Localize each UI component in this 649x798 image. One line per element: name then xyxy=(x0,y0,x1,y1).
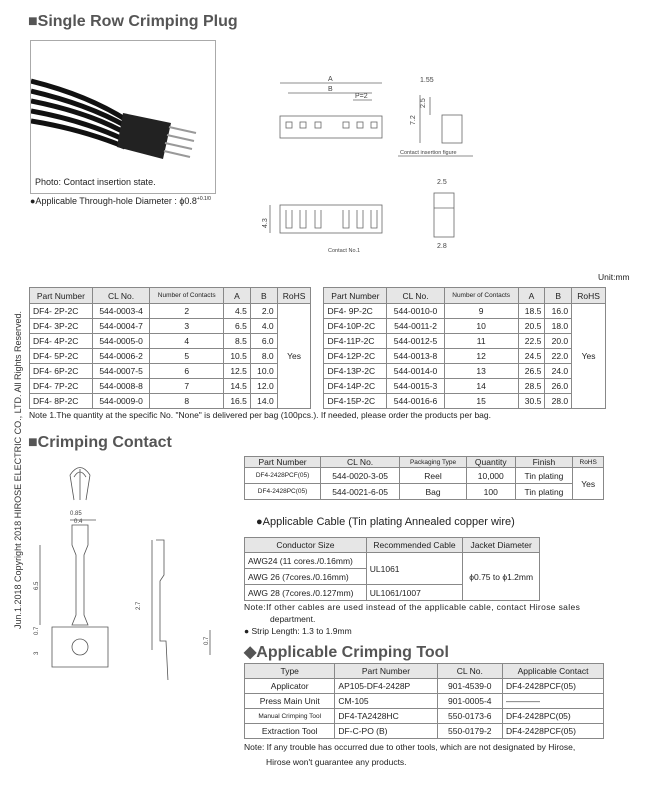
dim-28: 2.8 xyxy=(437,243,447,250)
cell: 901-0005-4 xyxy=(437,694,502,709)
table-row xyxy=(245,484,604,500)
col-cable: Recommended Cable xyxy=(366,538,463,553)
cell: 544-0007-5 xyxy=(92,364,149,379)
cell: 24.0 xyxy=(545,364,572,379)
dim-07: 0.7 xyxy=(34,626,40,635)
cell: 10.0 xyxy=(250,364,277,379)
cell: 14.5 xyxy=(224,379,251,394)
cell: AWG 28 (7cores./0.127mm) xyxy=(245,585,367,601)
cell: 544-0015-3 xyxy=(387,379,444,394)
cell: 26.5 xyxy=(518,364,545,379)
dim-65: 6.5 xyxy=(34,581,40,590)
cell: DF4-2428PCF(05) xyxy=(245,468,321,484)
dim-pitch: P=2 xyxy=(355,93,368,100)
header-cell: RoHS xyxy=(572,288,606,304)
cell: 544-0006-2 xyxy=(92,349,149,364)
cell: 544-0016-6 xyxy=(387,394,444,409)
cell: 4.5 xyxy=(224,304,251,319)
cell: 10 xyxy=(444,319,518,334)
cell: 18.0 xyxy=(545,319,572,334)
col-part-number: Part Number xyxy=(245,457,321,468)
col-quantity: Quantity xyxy=(466,457,515,468)
cell: DF4-2428PC(05) xyxy=(245,484,321,500)
header-cell: CL No. xyxy=(437,664,502,679)
cell: 11 xyxy=(444,334,518,349)
cell: DF4-10P-2C xyxy=(324,319,387,334)
cell: Reel xyxy=(400,468,467,484)
cell: 544-0009-0 xyxy=(92,394,149,409)
dim-72: 7.2 xyxy=(410,115,417,125)
cell: 6.0 xyxy=(250,334,277,349)
cell: 13 xyxy=(444,364,518,379)
cell: 7 xyxy=(150,379,224,394)
dim-a: A xyxy=(328,76,333,83)
cell: 26.0 xyxy=(545,379,572,394)
cell: Press Main Unit xyxy=(245,694,335,709)
header-cell: B xyxy=(545,288,572,304)
cell: DF4- 3P-2C xyxy=(30,319,93,334)
cell: 550-0173-6 xyxy=(437,709,502,724)
dim-04: 0.4 xyxy=(74,519,83,525)
cell: Manual Crimping Tool xyxy=(245,709,335,724)
cell: 12.0 xyxy=(250,379,277,394)
plug-note: Note 1.The quantity at the specific No. "None" is delivered per bag (100pcs.). If needed, please order the products per bag. xyxy=(29,410,492,420)
dim-25b: 2.5 xyxy=(437,179,447,186)
cell: DF4- 2P-2C xyxy=(30,304,93,319)
cell: 22.5 xyxy=(518,334,545,349)
insertion-figure-label: Contact insertion figure xyxy=(400,150,457,156)
cell: DF4-14P-2C xyxy=(324,379,387,394)
copyright-side-text: Jun.1.2018 Copyright 2018 HIROSE ELECTRIC CO., LTD. All Rights Reserved. xyxy=(13,311,23,629)
cell: 901-4539-0 xyxy=(437,679,502,694)
cell: 4.0 xyxy=(250,319,277,334)
header-cell: Part Number xyxy=(30,288,93,304)
col-cl-no: CL No. xyxy=(321,457,400,468)
cell: DF4-2428PC(05) xyxy=(503,709,604,724)
cell: DF4-2428PCF(05) xyxy=(503,724,604,739)
table-row xyxy=(245,724,604,739)
cable-table xyxy=(244,537,540,601)
cell: 100 xyxy=(466,484,515,500)
cell: DF-C-PO (B) xyxy=(335,724,437,739)
col-conductor: Conductor Size xyxy=(245,538,367,553)
table-row xyxy=(245,679,604,694)
cell: ϕ0.75 to ϕ1.2mm xyxy=(463,553,540,601)
col-jacket: Jacket Diameter xyxy=(463,538,540,553)
tolerance: +0.1/0 xyxy=(196,196,211,202)
through-hole-diameter xyxy=(30,196,211,206)
cell: Bag xyxy=(400,484,467,500)
cell: 544-0020-3-05 xyxy=(321,468,400,484)
cell: DF4-11P-2C xyxy=(324,334,387,349)
header-cell: A xyxy=(224,288,251,304)
cell: 6.5 xyxy=(224,319,251,334)
cell: UL1061/1007 xyxy=(366,585,463,601)
cell: DF4-13P-2C xyxy=(324,364,387,379)
cell: 10,000 xyxy=(466,468,515,484)
header-cell: Type xyxy=(245,664,335,679)
cell: 6 xyxy=(150,364,224,379)
cell: 544-0021-6-05 xyxy=(321,484,400,500)
cell: 18.5 xyxy=(518,304,545,319)
header-cell: CL No. xyxy=(387,288,444,304)
contact-no1-label: Contact No.1 xyxy=(328,248,361,254)
cell: 28.0 xyxy=(545,394,572,409)
header-cell: A xyxy=(518,288,545,304)
cell: 12 xyxy=(444,349,518,364)
cell: DF4- 8P-2C xyxy=(30,394,93,409)
cell: UL1061 xyxy=(366,553,463,585)
dim-b: B xyxy=(328,86,333,93)
cell: 8.0 xyxy=(250,349,277,364)
cell: DF4- 5P-2C xyxy=(30,349,93,364)
product-photo xyxy=(30,40,216,194)
cell: 16.0 xyxy=(545,304,572,319)
cell: 12.5 xyxy=(224,364,251,379)
cell: 544-0013-8 xyxy=(387,349,444,364)
dim-085: 0.85 xyxy=(70,511,82,517)
cell: 4 xyxy=(150,334,224,349)
cell: 550-0179-2 xyxy=(437,724,502,739)
cell: 14 xyxy=(444,379,518,394)
col-finish: Finish xyxy=(515,457,573,468)
plug-part-table xyxy=(29,287,606,409)
cable-note-cont: department. xyxy=(270,614,316,624)
cable-note: Note:If other cables are used instead of the applicable cable, contact Hirose sales xyxy=(244,602,581,612)
strip-length: ● Strip Length: 1.3 to 1.9mm xyxy=(244,626,352,636)
header-cell: Number of Contacts xyxy=(150,288,224,304)
col-packaging: Packaging Type xyxy=(400,457,467,468)
cell: Applicator xyxy=(245,679,335,694)
cell: 544-0010-0 xyxy=(387,304,444,319)
through-hole-text: ●Applicable Through-hole Diameter : ϕ0.8 xyxy=(30,196,197,206)
section-title-contact: ■Crimping Contact xyxy=(28,434,172,451)
cell: Tin plating xyxy=(515,484,573,500)
section-title-tool: ◆Applicable Crimping Tool xyxy=(244,644,449,661)
tool-note-cont: Hirose won't guarantee any products. xyxy=(266,757,407,767)
cell: 20.0 xyxy=(545,334,572,349)
header-cell: B xyxy=(250,288,277,304)
cell: Extraction Tool xyxy=(245,724,335,739)
cell: 544-0005-0 xyxy=(92,334,149,349)
rohs-cell: Yes xyxy=(573,468,604,500)
cell: DF4-2428PCF(05) xyxy=(503,679,604,694)
header-cell: CL No. xyxy=(92,288,149,304)
cell: 3 xyxy=(150,319,224,334)
header-cell: Number of Contacts xyxy=(444,288,518,304)
cell: ———— xyxy=(503,694,604,709)
cell: 544-0012-5 xyxy=(387,334,444,349)
cell: CM-105 xyxy=(335,694,437,709)
dim-25: 2.5 xyxy=(420,98,427,108)
col-rohs: RoHS xyxy=(573,457,604,468)
cell: AWG 26 (7cores./0.16mm) xyxy=(245,569,367,585)
cell: 8 xyxy=(150,394,224,409)
header-cell: Part Number xyxy=(324,288,387,304)
cable-plug-photo xyxy=(31,41,215,193)
contact-dimension-drawing xyxy=(30,455,230,680)
unit-label: Unit:mm xyxy=(598,272,630,282)
cell: 15 xyxy=(444,394,518,409)
cell: 8.5 xyxy=(224,334,251,349)
table-gap xyxy=(311,288,324,409)
cell: 22.0 xyxy=(545,349,572,364)
cell: DF4-TA2428HC xyxy=(335,709,437,724)
dim-43: 4.3 xyxy=(262,218,269,228)
dim-3: 3 xyxy=(34,651,40,655)
table-header-row xyxy=(245,538,540,553)
cell: 10.5 xyxy=(224,349,251,364)
cell: 30.5 xyxy=(518,394,545,409)
cell: 16.5 xyxy=(224,394,251,409)
cell: 14.0 xyxy=(250,394,277,409)
cell: DF4-12P-2C xyxy=(324,349,387,364)
cell: 24.5 xyxy=(518,349,545,364)
dim-27: 2.7 xyxy=(136,601,142,610)
tool-table xyxy=(244,663,604,739)
header-cell: Part Number xyxy=(335,664,437,679)
header-cell: Applicable Contact xyxy=(503,664,604,679)
table-row xyxy=(245,709,604,724)
cable-title: ●Applicable Cable (Tin plating Annealed copper wire) xyxy=(256,516,515,528)
dim-155: 1.55 xyxy=(420,77,434,84)
rohs-cell: Yes xyxy=(572,304,606,409)
cell: 544-0014-0 xyxy=(387,364,444,379)
cell: 5 xyxy=(150,349,224,364)
table-row xyxy=(245,468,604,484)
photo-caption: Photo: Contact insertion state. xyxy=(35,177,156,187)
cell: DF4- 7P-2C xyxy=(30,379,93,394)
tool-note: Note: If any trouble has occurred due to other tools, which are not designated by Hirose, xyxy=(244,742,576,752)
table-row xyxy=(245,694,604,709)
section-title-plug: ■Single Row Crimping Plug xyxy=(28,13,238,30)
cell: AP105-DF4-2428P xyxy=(335,679,437,694)
cell: 544-0003-4 xyxy=(92,304,149,319)
cell: 2.0 xyxy=(250,304,277,319)
table-header-row xyxy=(245,664,604,679)
plug-dimension-drawing xyxy=(260,60,500,260)
cell: AWG24 (11 cores./0.16mm) xyxy=(245,553,367,569)
rohs-cell: Yes xyxy=(277,304,311,409)
cell: 544-0004-7 xyxy=(92,319,149,334)
contact-table xyxy=(244,456,604,500)
header-cell: RoHS xyxy=(277,288,311,304)
cell: DF4- 4P-2C xyxy=(30,334,93,349)
cell: 9 xyxy=(444,304,518,319)
cell: 544-0008-8 xyxy=(92,379,149,394)
cell: 2 xyxy=(150,304,224,319)
cell: 544-0011-2 xyxy=(387,319,444,334)
cell: 20.5 xyxy=(518,319,545,334)
cell: Tin plating xyxy=(515,468,573,484)
cell: DF4-15P-2C xyxy=(324,394,387,409)
cell: DF4- 9P-2C xyxy=(324,304,387,319)
table-row xyxy=(245,553,540,569)
cell: DF4- 6P-2C xyxy=(30,364,93,379)
cell: 28.5 xyxy=(518,379,545,394)
table-header-row xyxy=(245,457,604,468)
table-header-row xyxy=(30,288,606,304)
dim-07b: 0.7 xyxy=(204,636,210,645)
